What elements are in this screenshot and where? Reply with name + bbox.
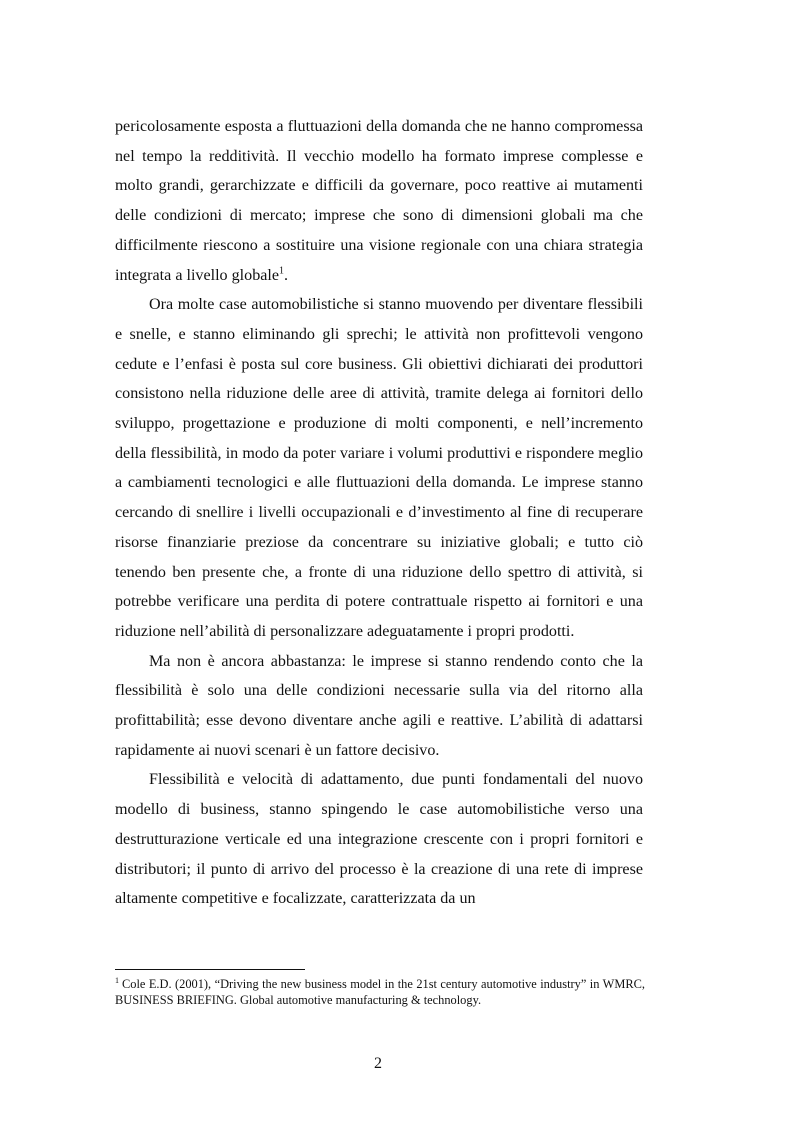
footnote-text: Cole E.D. (2001), “Driving the new business model in the 21st century automotive industry” in WMRC, BUSINESS BRIEFING. Global automotive manufacturing & technology. bbox=[115, 977, 645, 1007]
footnote-mark: 1 bbox=[115, 975, 119, 985]
paragraph-1 bbox=[115, 112, 643, 290]
paragraph-3: Ma non è ancora abbastanza: le imprese si stanno rendendo conto che la flessibilità è solo una delle condizioni necessarie sulla via del ritorno alla profittabilità; esse devono diventare anche agili e reattive. L’abilità di adattarsi rapidamente ai nuovi scenari è un fattore decisivo. bbox=[115, 652, 643, 759]
footnote-separator bbox=[115, 969, 305, 970]
paragraph-1-end: . bbox=[284, 266, 289, 284]
body-text bbox=[115, 112, 643, 914]
page-number: 2 bbox=[374, 1055, 382, 1072]
paragraph-4: Flessibilità e velocità di adattamento, due punti fondamentali del nuovo modello di business, stanno spingendo le case automobilistiche verso una destrutturazione verticale ed una integrazione crescente con i propri fornitori e distributori; il punto di arrivo del processo è la creazione di una rete di imprese altamente competitive e focalizzate, caratterizzata da un bbox=[115, 771, 643, 908]
footnote bbox=[115, 976, 645, 1008]
paragraph-2: Ora molte case automobilistiche si stanno muovendo per diventare flessibili e snelle, e stanno eliminando gli sprechi; le attività non profittevoli vengono cedute e l’enfasi è posta sul core business. Gli obiettivi dichiarati dei produttori consistono nella riduzione delle aree di attività, tramite delega ai fornitori dello sviluppo, progettazione e produzione di molti componenti, e nell’incremento della flessibilità, in modo da poter variare i volumi produttivi e rispondere meglio a cambiamenti tecnologici e alle fluttuazioni della domanda. Le imprese stanno cercando di snellire i livelli occupazionali e d’investimento al fine di recuperare risorse finanziarie preziose da concentrare su iniziative globali; e tutto ciò tenendo ben presente che, a fronte di una riduzione dello spettro di attività, si potrebbe verificare una perdita di potere contrattuale rispetto ai fornitori e una riduzione nell’abilità di personalizzare adeguatamente i propri prodotti. bbox=[115, 296, 643, 640]
footnote-reference: 1 bbox=[279, 265, 285, 277]
paragraph-1-text: pericolosamente esposta a fluttuazioni della domanda che ne hanno compromessa nel tempo la redditività. Il vecchio modello ha formato imprese complesse e molto grandi, gerarchizzate e difficili da governare, poco reattive ai mutamenti delle condizioni di mercato; imprese che sono di dimensioni globali ma che difficilmente riescono a sostituire una visione regionale con una chiara strategia integrata a livello globale bbox=[115, 118, 643, 284]
